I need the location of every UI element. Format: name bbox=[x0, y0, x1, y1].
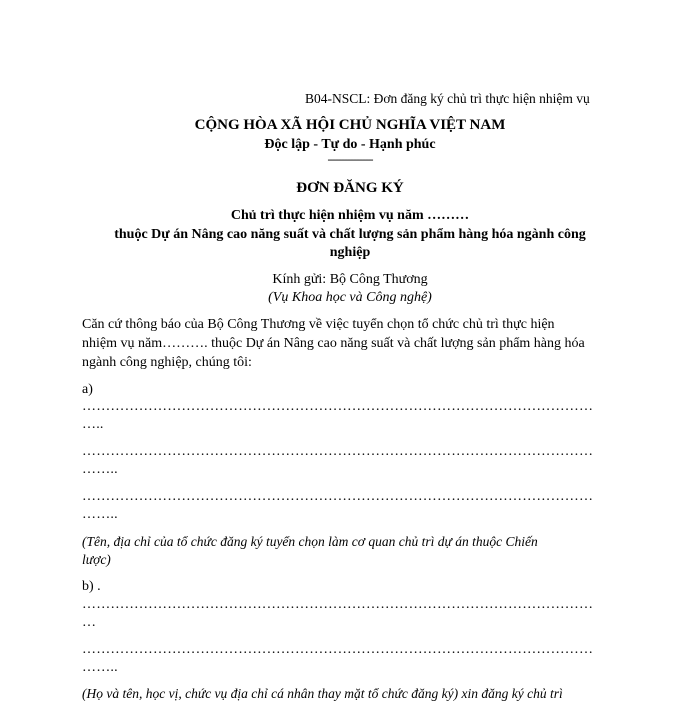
country-name: CỘNG HÒA XÃ HỘI CHỦ NGHĨA VIỆT NAM bbox=[194, 117, 506, 133]
subtitle-line-2: thuộc Dự án Nâng cao năng suất và chất lượng sản phẩm hàng hóa ngành công bbox=[114, 227, 586, 242]
recipient-department: (Vụ Khoa học và Công nghệ) bbox=[268, 290, 432, 305]
section-b-label: b) . bbox=[82, 579, 101, 594]
section-b-fill-line-2[interactable]: ……………………………………………………………………………………………… bbox=[82, 642, 594, 657]
subtitle-line-1: Chủ trì thực hiện nhiệm vụ năm ……… bbox=[230, 208, 470, 223]
intro-line-3: ngành công nghiệp, chúng tôi: bbox=[82, 355, 252, 370]
section-a-note-line-2: lược) bbox=[82, 552, 111, 567]
intro-line-1: Căn cứ thông báo của Bộ Công Thương về việc tuyển chọn tổ chức chủ trì thực hiện bbox=[82, 317, 555, 332]
section-a-note-line-1: (Tên, địa chỉ của tổ chức đăng ký tuyển chọn làm cơ quan chủ trì dự án thuộc Chiến bbox=[82, 534, 538, 549]
section-b-fill-tail-2: …….. bbox=[82, 660, 118, 675]
subtitle-line-3: nghiệp bbox=[329, 245, 371, 260]
section-b-fill-tail-1: … bbox=[82, 615, 97, 630]
section-b-note-line-1: (Họ và tên, học vị, chức vụ địa chỉ cá nhân thay mặt tổ chức đăng ký) xin đăng ký chủ trì bbox=[82, 686, 563, 701]
section-a-fill-line-1[interactable]: ……………………………………………………………………………………………… bbox=[82, 399, 594, 414]
document-title: ĐƠN ĐĂNG KÝ bbox=[296, 180, 404, 196]
section-a-fill-tail-3: …….. bbox=[82, 507, 118, 522]
form-code: B04-NSCL: Đơn đăng ký chủ trì thực hiện nhiệm vụ bbox=[305, 91, 590, 106]
national-motto: Độc lập - Tự do - Hạnh phúc bbox=[264, 137, 436, 152]
section-b-fill-line-1[interactable]: ……………………………………………………………………………………………… bbox=[82, 597, 594, 612]
section-a-fill-tail-2: …….. bbox=[82, 462, 118, 477]
section-a-fill-line-2[interactable]: ……………………………………………………………………………………………… bbox=[82, 444, 594, 459]
motto-divider: --------------- bbox=[327, 152, 373, 166]
recipient-line: Kính gửi: Bộ Công Thương bbox=[272, 272, 428, 287]
section-a-fill-line-3[interactable]: ……………………………………………………………………………………………… bbox=[82, 489, 594, 504]
intro-line-2: nhiệm vụ năm………. thuộc Dự án Nâng cao năng suất và chất lượng sản phẩm hàng hóa bbox=[82, 336, 585, 351]
section-a-label: a) bbox=[82, 382, 93, 397]
section-a-fill-tail-1: ….. bbox=[82, 417, 104, 432]
